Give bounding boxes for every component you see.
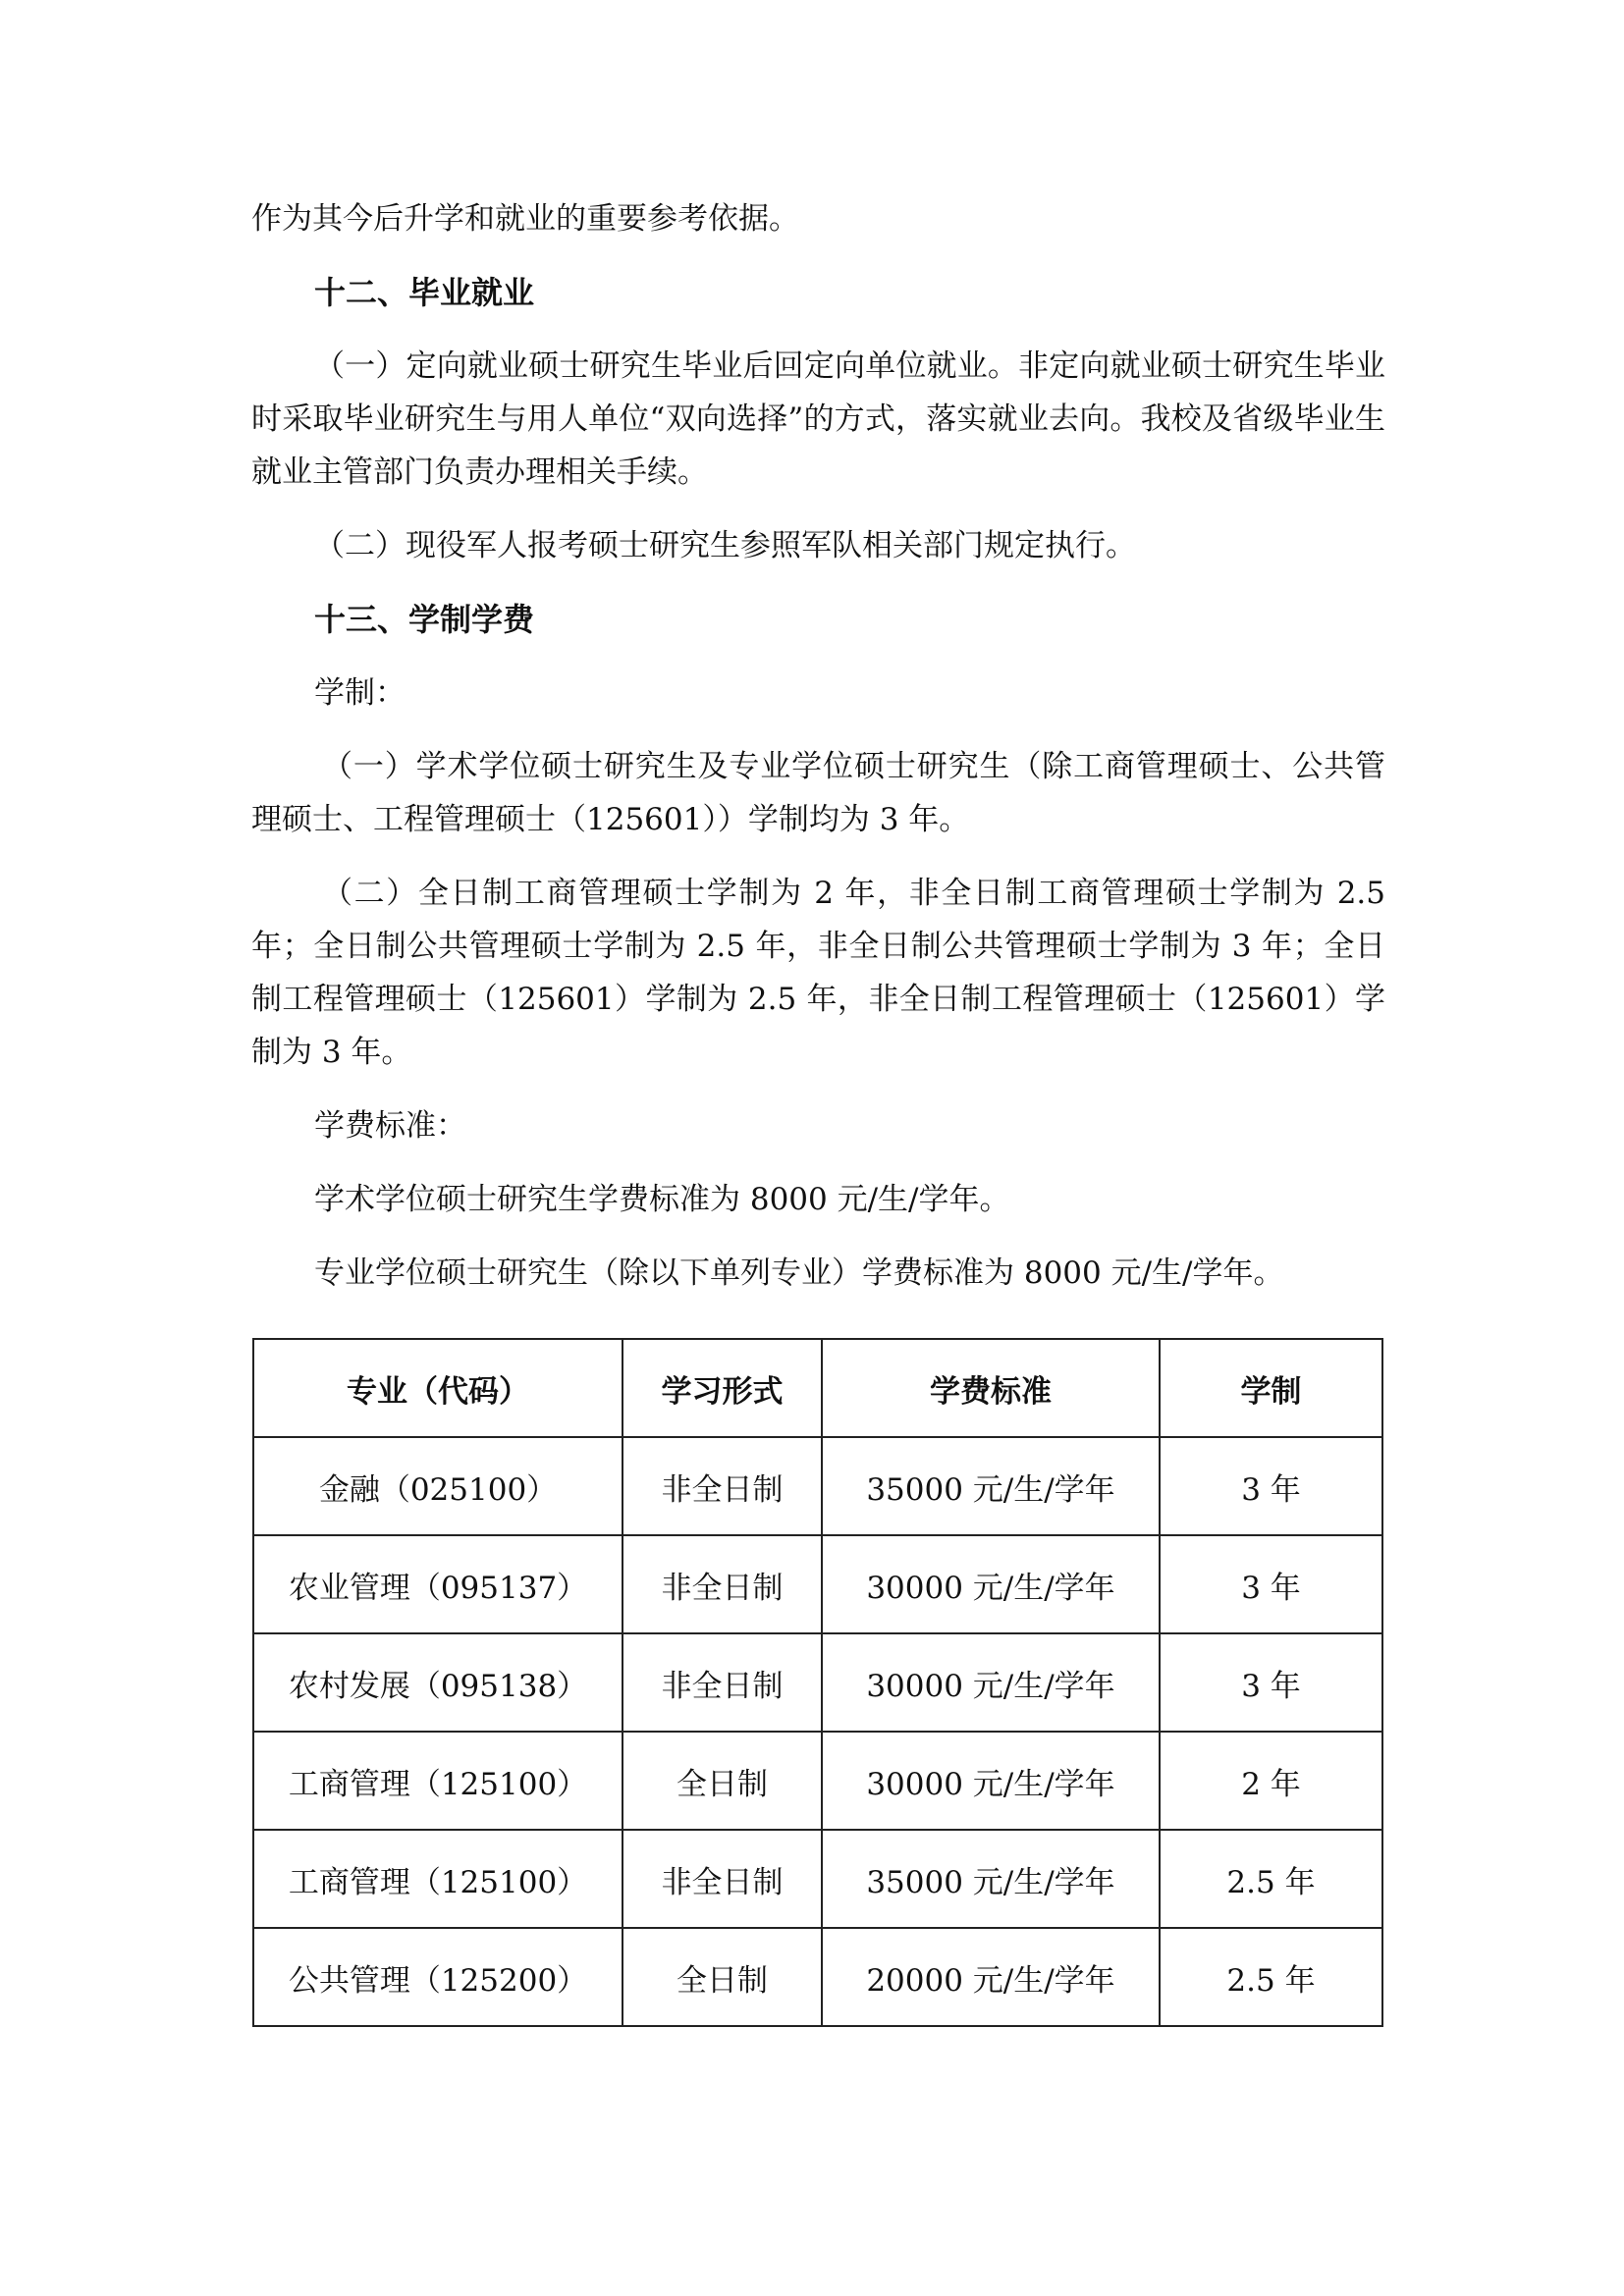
cell-major: 工商管理（125100） [253,1732,623,1830]
cell-major: 农业管理（095137） [253,1535,623,1633]
tuition-table [252,1338,1383,2027]
cell-major: 公共管理（125200） [253,1928,623,2026]
cell-tuition: 35000 元/生/学年 [822,1830,1160,1928]
cell-tuition: 35000 元/生/学年 [822,1437,1160,1535]
cell-tuition: 30000 元/生/学年 [822,1633,1160,1732]
duration-label: 学制： [314,675,406,711]
cell-tuition: 30000 元/生/学年 [822,1535,1160,1633]
table-row [253,1732,1382,1830]
cell-mode: 全日制 [623,1732,822,1830]
table-row [253,1633,1382,1732]
header-tuition: 学费标准 [822,1339,1160,1437]
header-duration: 学制 [1160,1339,1382,1437]
cell-duration: 3 年 [1160,1535,1382,1633]
tuition-label: 学费标准： [314,1108,466,1144]
cell-mode: 非全日制 [623,1633,822,1732]
table-row [253,1830,1382,1928]
duration-paragraph-1: （一）学术学位硕士研究生及专业学位硕士研究生（除工商管理硕士、公共管理硕士、工程管理硕士（125601））学制均为 3 年。 [251,749,1385,837]
cell-tuition: 20000 元/生/学年 [822,1928,1160,2026]
tuition-paragraph-1: 学术学位硕士研究生学费标准为 8000 元/生/学年。 [314,1182,1010,1217]
header-major-code: 专业（代码） [253,1339,623,1437]
header-study-mode: 学习形式 [623,1339,822,1437]
table-row [253,1928,1382,2026]
cell-duration: 2.5 年 [1160,1928,1382,2026]
cell-duration: 2 年 [1160,1732,1382,1830]
employment-paragraph-2: （二）现役军人报考硕士研究生参照军队相关部门规定执行。 [314,528,1136,563]
section-heading-graduation-employment: 十二、毕业就业 [314,274,535,311]
table-row [253,1437,1382,1535]
tuition-paragraph-2: 专业学位硕士研究生（除以下单列专业）学费标准为 8000 元/生/学年。 [314,1255,1284,1291]
cell-mode: 非全日制 [623,1830,822,1928]
section-heading-duration-tuition: 十三、学制学费 [314,601,535,638]
cell-mode: 全日制 [623,1928,822,2026]
cell-mode: 非全日制 [623,1535,822,1633]
employment-paragraph-1: （一）定向就业硕士研究生毕业后回定向单位就业。非定向就业硕士研究生毕业时采取毕业研究生与用人单位“双向选择”的方式，落实就业去向。我校及省级毕业生就业主管部门负责办理相关手续。 [251,348,1385,490]
cell-tuition: 30000 元/生/学年 [822,1732,1160,1830]
cell-duration: 3 年 [1160,1437,1382,1535]
table-header-row [253,1339,1382,1437]
cell-major: 工商管理（125100） [253,1830,623,1928]
cell-major: 农村发展（095138） [253,1633,623,1732]
document-body [251,192,1385,1300]
table-row [253,1535,1382,1633]
continuation-paragraph: 作为其今后升学和就业的重要参考依据。 [251,201,799,237]
cell-mode: 非全日制 [623,1437,822,1535]
duration-paragraph-2: （二）全日制工商管理硕士学制为 2 年，非全日制工商管理硕士学制为 2.5 年；全日制公共管理硕士学制为 2.5 年，非全日制公共管理硕士学制为 3 年；全日制工程管理硕士（125601）学制为 2.5 年，非全日制工程管理硕士（125601）学制为 3 年。 [251,876,1385,1070]
cell-duration: 3 年 [1160,1633,1382,1732]
cell-major: 金融（025100） [253,1437,623,1535]
cell-duration: 2.5 年 [1160,1830,1382,1928]
